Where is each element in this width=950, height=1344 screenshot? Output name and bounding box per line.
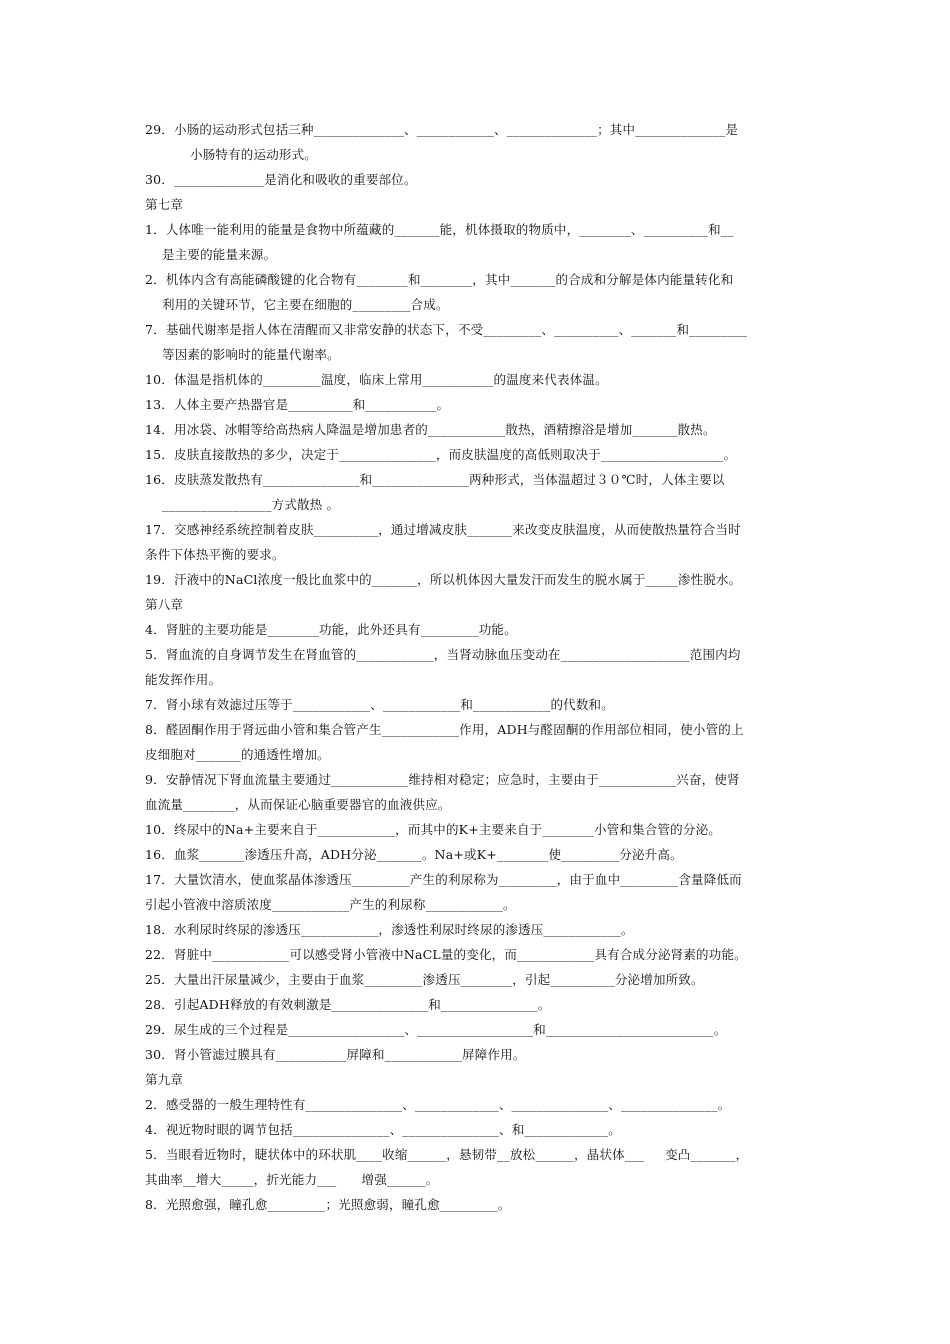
q7-30: 30．______________是消化和吸收的重要部位。 (145, 172, 417, 187)
q-ch7-15: 15．皮肤直接散热的多少，决定于_______________，而皮肤温度的高低则取决于___________________。 (145, 447, 737, 462)
q-ch8-5-line1: 5．肾血流的自身调节发生在肾血管的____________，当肾动脉血压变动在____________________范围内均 (145, 647, 741, 662)
q-ch8-17-line1: 17．大量饮清水，使血浆晶体渗透压_________产生的利尿称为_________，由于血中_________含量降低而 (145, 872, 742, 887)
q-ch9-2: 2．感受器的一般生理特性有_______________、_____________、_______________、_______________。 (145, 1097, 731, 1112)
q-ch8-8-line1: 8．醛固酮作用于肾远曲小管和集合管产生____________作用，ADH与醛固酮的作用部位相同，使小管的上 (145, 722, 744, 737)
q-ch7-1-line1: 1．人体唯一能利用的能量是食物中所蕴藏的_______能，机体摄取的物质中，________、__________和__ (145, 222, 734, 237)
q-ch7-16-line1: 16．皮肤蒸发散热有_______________和_______________两种形式，当体温超过３０℃时，人体主要以 (145, 472, 725, 487)
chapter-8-heading: 第八章 (145, 597, 184, 612)
q-ch8-16: 16．血浆_______渗透压升高，ADH分泌_______。Na+或K+________使_________分泌升高。 (145, 847, 683, 862)
q-ch7-7-line1: 7．基础代谢率是指人体在清醒而又非常安静的状态下，不受_________、__________、_______和_________ (145, 322, 748, 337)
q-ch8-30: 30．肾小管滤过膜具有___________屏障和____________屏障作用。 (145, 1047, 526, 1062)
q-ch8-9-line2: 血流量________，从而保证心脑重要器官的血液供应。 (145, 797, 451, 812)
q-ch7-2-line1: 2．机体内含有高能磷酸键的化合物有________和________，其中_______的合成和分解是体内能量转化和 (145, 272, 734, 287)
q-ch8-4: 4．肾脏的主要功能是________功能，此外还具有_________功能。 (145, 622, 517, 637)
q-ch7-19: 19．汗液中的NaCl浓度一般比血浆中的_______，所以机体因大量发汗而发生的脱水属于_____渗性脱水。 (145, 572, 742, 587)
q-ch7-2-line2: 利用的关键环节，它主要在细胞的_________合成。 (162, 297, 449, 312)
q-ch7-17-line1: 17．交感神经系统控制着皮肤__________，通过增减皮肤_______来改变皮肤温度，从而使散热量符合当时 (145, 522, 741, 537)
q-ch9-5-line1: 5．当眼看近物时，睫状体中的环状肌____收缩______，悬韧带__放松______，晶状体___ 变凸_______， (145, 1147, 749, 1162)
q-ch8-17-line2: 引起小管液中溶质浓度____________产生的利尿称____________。 (145, 897, 516, 912)
q-ch8-7: 7．肾小球有效滤过压等于____________、____________和____________的代数和。 (145, 697, 614, 712)
q-ch9-4: 4．视近物时眼的调节包括_______________、_______________、和_____________。 (145, 1122, 622, 1137)
q-ch7-1-line2: 是主要的能量来源。 (162, 247, 277, 262)
q-ch7-17-line2: 条件下体热平衡的要求。 (145, 547, 285, 562)
q-ch7-10: 10．体温是指机体的_________温度，临床上常用___________的温度来代表体温。 (145, 372, 608, 387)
q-ch8-9-line1: 9．安静情况下肾血流量主要通过____________维持相对稳定；应急时，主要由于____________兴奋，使肾 (145, 772, 740, 787)
q-ch8-18: 18．水利尿时终尿的渗透压____________，渗透性利尿时终尿的渗透压____________。 (145, 922, 634, 937)
q-ch8-28: 28．引起ADH释放的有效刺激是_______________和_______________。 (145, 997, 551, 1012)
q-ch8-25: 25．大量出汗尿量减少，主要由于血浆_________渗透压________，引起__________分泌增加所致。 (145, 972, 704, 987)
q7-29-line2: 小肠特有的运动形式。 (190, 147, 318, 162)
q-ch7-7-line2: 等因素的影响时的能量代谢率。 (162, 347, 340, 362)
q-ch9-5-line2: 其曲率__增大_____，折光能力___ 增强______。 (145, 1172, 439, 1187)
q7-29-line1: 29．小肠的运动形式包括三种______________、____________、______________；其中______________是 (145, 122, 739, 137)
q-ch7-14: 14．用冰袋、冰帽等给高热病人降温是增加患者的____________散热，酒精擦浴是增加_______散热。 (145, 422, 716, 437)
q-ch7-13: 13．人体主要产热器官是__________和___________。 (145, 397, 450, 412)
q-ch8-10: 10．终尿中的Na+主要来自于____________，而其中的K+主要来自于________小管和集合管的分泌。 (145, 822, 721, 837)
q-ch8-29: 29．尿生成的三个过程是__________________、__________________和__________________________。 (145, 1022, 727, 1037)
q-ch9-8: 8．光照愈强，瞳孔愈_________；光照愈弱，瞳孔愈_________。 (145, 1197, 511, 1212)
q-ch8-8-line2: 皮细胞对_______的通透性增加。 (145, 747, 330, 762)
q-ch8-5-line2: 能发挥作用。 (145, 672, 222, 687)
chapter-9-heading: 第九章 (145, 1072, 184, 1087)
q-ch7-16-line2: _________________方式散热 。 (162, 497, 340, 512)
q-ch8-22: 22．肾脏中____________可以感受肾小管液中NaCL量的变化，而____________具有合成分泌肾素的功能。 (145, 947, 747, 962)
chapter-7-heading: 第七章 (145, 197, 184, 212)
